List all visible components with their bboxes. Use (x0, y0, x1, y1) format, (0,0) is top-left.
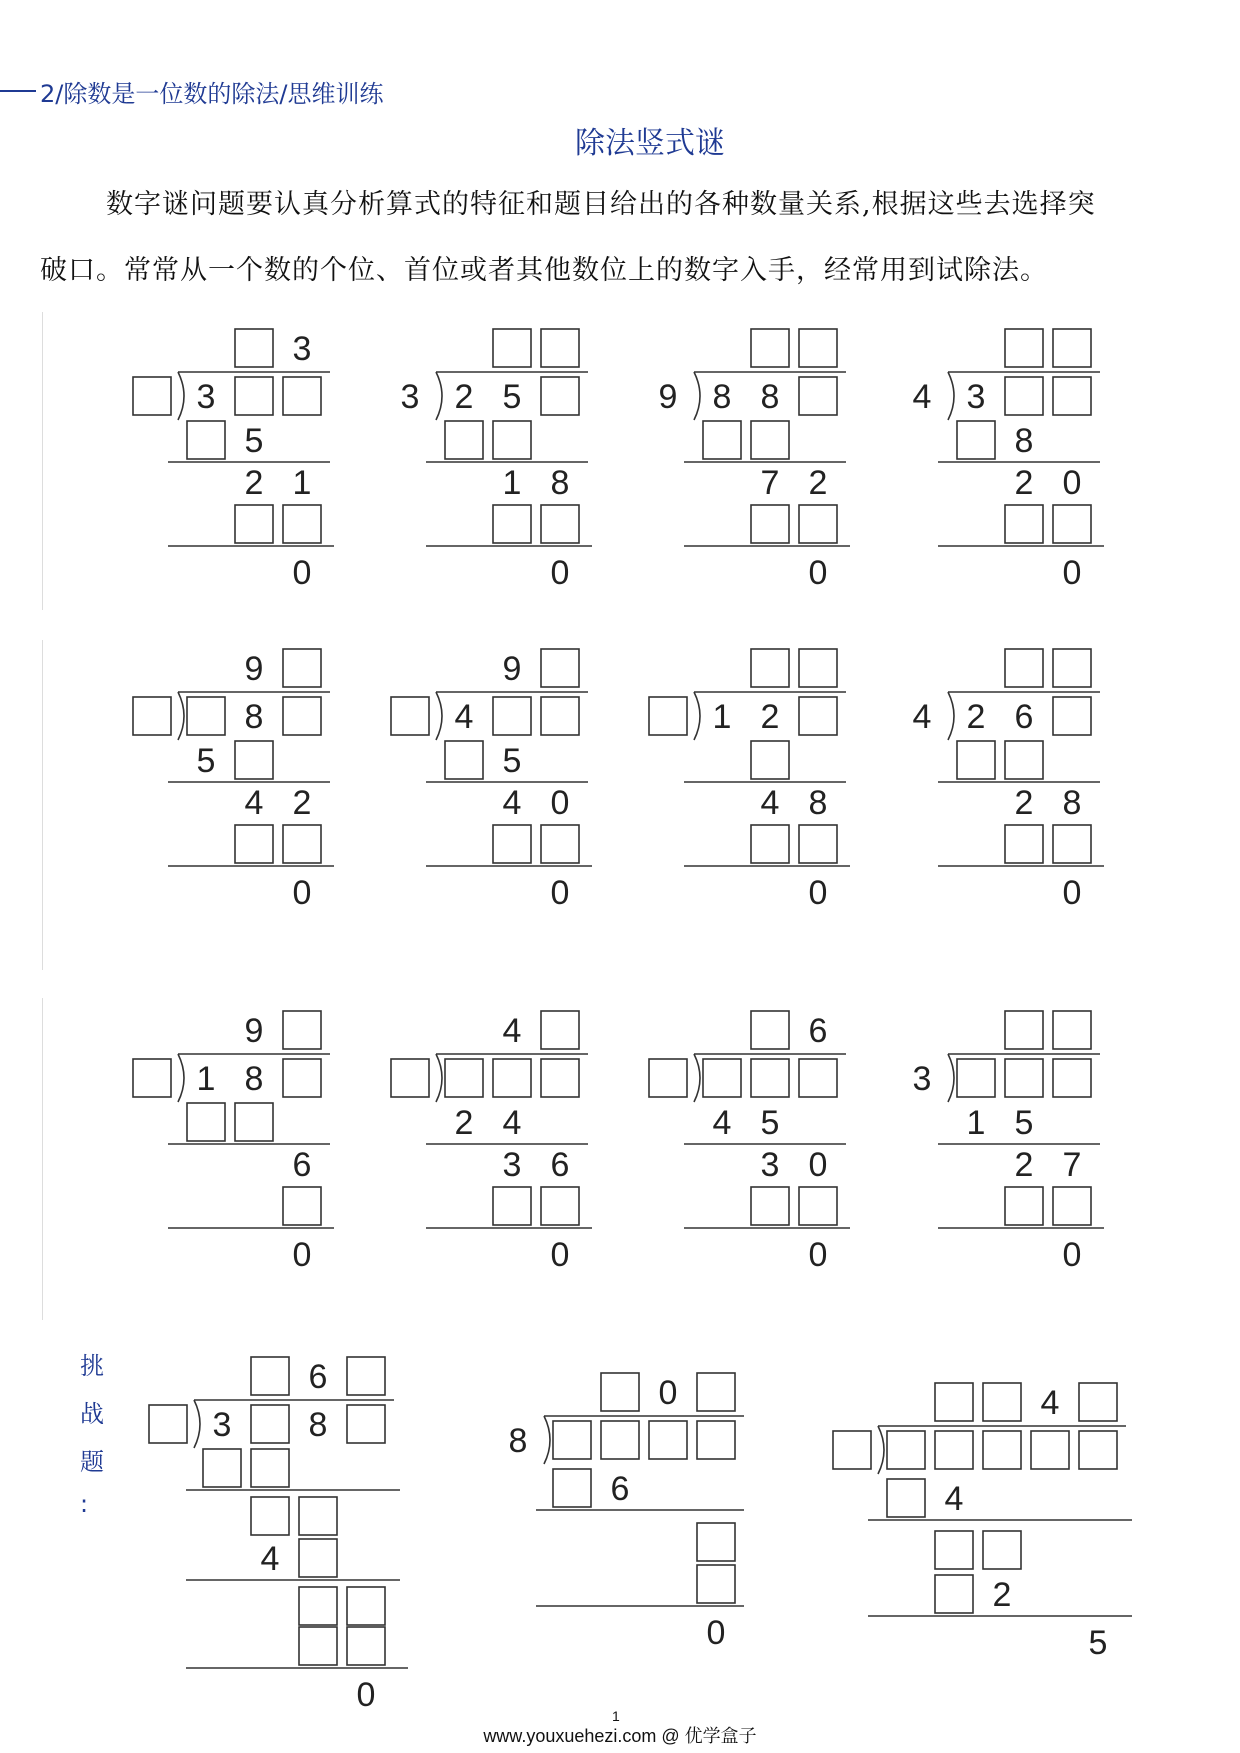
blank-box (697, 1565, 735, 1603)
step-digit: 2 (454, 1104, 474, 1143)
footer-site: www.youxuehezi.com @ 优学盒子 (483, 1726, 757, 1746)
step-digit: 4 (244, 784, 264, 823)
quotient-digit: 0 (658, 1374, 678, 1413)
step-digit: 5 (244, 422, 264, 461)
blank-box (541, 1187, 579, 1225)
blank-box (553, 1469, 591, 1507)
remainder-digit: 0 (356, 1676, 376, 1715)
blank-box (799, 1059, 837, 1097)
step-digit: 2 (992, 1576, 1012, 1615)
blank-box (299, 1627, 337, 1665)
quotient-digit: 4 (502, 1012, 522, 1051)
divisor-digit: 9 (658, 378, 678, 417)
blank-box (283, 377, 321, 415)
blank-box (283, 1187, 321, 1225)
blank-box (983, 1531, 1021, 1569)
blank-box (1053, 1059, 1091, 1097)
division-bracket (436, 692, 442, 740)
remainder-digit: 0 (292, 874, 312, 913)
division-bracket (436, 1054, 442, 1102)
step-digit: 7 (1062, 1146, 1082, 1185)
step-digit: 0 (1062, 464, 1082, 503)
blank-box (983, 1383, 1021, 1421)
step-digit: 3 (502, 1146, 522, 1185)
step-digit: 2 (1014, 464, 1034, 503)
blank-box (347, 1405, 385, 1443)
blank-box (751, 1187, 789, 1225)
blank-box (493, 697, 531, 735)
quotient-digit: 3 (292, 330, 312, 369)
blank-box (1005, 377, 1043, 415)
dividend-digit: 2 (760, 698, 780, 737)
blank-box (1053, 329, 1091, 367)
blank-box (887, 1479, 925, 1517)
quotient-digit: 9 (244, 1012, 264, 1051)
quotient-digit: 4 (1040, 1384, 1060, 1423)
dividend-digit: 8 (308, 1406, 328, 1445)
blank-box (751, 329, 789, 367)
blank-box (751, 1059, 789, 1097)
step-digit: 4 (712, 1104, 732, 1143)
division-bracket (694, 372, 700, 420)
blank-box (751, 825, 789, 863)
challenge-label-char: 战 (80, 1400, 104, 1428)
division-bracket (694, 692, 700, 740)
blank-box (133, 1059, 171, 1097)
dividend-digit: 3 (212, 1406, 232, 1445)
blank-box (133, 377, 171, 415)
division-bracket (178, 1054, 184, 1102)
step-digit: 8 (1062, 784, 1082, 823)
dividend-digit: 1 (712, 698, 732, 737)
blank-box (541, 649, 579, 687)
blank-box (957, 741, 995, 779)
blank-box (1053, 1187, 1091, 1225)
step-digit: 2 (244, 464, 264, 503)
blank-box (347, 1357, 385, 1395)
remainder-digit: 0 (292, 1236, 312, 1275)
remainder-digit: 0 (550, 1236, 570, 1275)
blank-box (697, 1421, 735, 1459)
challenge-label-char: 挑 (80, 1352, 104, 1380)
blank-box (697, 1373, 735, 1411)
dividend-digit: 8 (244, 1060, 264, 1099)
step-digit: 2 (292, 784, 312, 823)
blank-box (799, 825, 837, 863)
blank-box (541, 377, 579, 415)
step-digit: 1 (292, 464, 312, 503)
blank-box (649, 697, 687, 735)
blank-box (1079, 1383, 1117, 1421)
blank-box (601, 1373, 639, 1411)
step-digit: 0 (808, 1146, 828, 1185)
blank-box (493, 329, 531, 367)
blank-box (283, 1059, 321, 1097)
blank-box (1053, 1011, 1091, 1049)
division-bracket (544, 1416, 550, 1464)
challenge-label-char: : (80, 1490, 89, 1518)
blank-box (299, 1539, 337, 1577)
blank-box (187, 421, 225, 459)
blank-box (1005, 505, 1043, 543)
blank-box (235, 505, 273, 543)
blank-box (493, 505, 531, 543)
blank-box (935, 1383, 973, 1421)
blank-box (601, 1421, 639, 1459)
dividend-digit: 8 (244, 698, 264, 737)
blank-box (187, 1103, 225, 1141)
intro-line-1: 数字谜问题要认真分析算式的特征和题目给出的各种数量关系,根据这些去选择突 (106, 189, 1096, 220)
blank-box (1053, 697, 1091, 735)
step-digit: 5 (196, 742, 216, 781)
division-bracket (178, 372, 184, 420)
blank-box (493, 421, 531, 459)
dividend-digit: 1 (196, 1060, 216, 1099)
blank-box (1005, 329, 1043, 367)
blank-box (541, 1059, 579, 1097)
remainder-digit: 0 (808, 874, 828, 913)
blank-box (283, 697, 321, 735)
division-bracket (194, 1400, 200, 1448)
blank-box (799, 697, 837, 735)
blank-box (493, 1059, 531, 1097)
blank-box (1005, 1059, 1043, 1097)
remainder-digit: 0 (808, 1236, 828, 1275)
dividend-digit: 3 (196, 378, 216, 417)
step-digit: 4 (260, 1540, 280, 1579)
dividend-digit: 6 (1014, 698, 1034, 737)
remainder-digit: 0 (1062, 874, 1082, 913)
blank-box (187, 697, 225, 735)
blank-box (1005, 649, 1043, 687)
step-digit: 8 (808, 784, 828, 823)
dividend-digit: 4 (454, 698, 474, 737)
blank-box (541, 505, 579, 543)
blank-box (347, 1627, 385, 1665)
dividend-digit: 8 (760, 378, 780, 417)
step-digit: 4 (502, 784, 522, 823)
step-digit: 5 (760, 1104, 780, 1143)
blank-box (299, 1497, 337, 1535)
step-digit: 2 (1014, 1146, 1034, 1185)
blank-box (541, 697, 579, 735)
remainder-digit: 0 (550, 554, 570, 593)
step-digit: 4 (944, 1480, 964, 1519)
blank-box (751, 649, 789, 687)
blank-box (833, 1431, 871, 1469)
blank-box (283, 825, 321, 863)
blank-box (799, 649, 837, 687)
step-digit: 4 (502, 1104, 522, 1143)
remainder-digit: 0 (1062, 1236, 1082, 1275)
blank-box (445, 741, 483, 779)
blank-box (283, 649, 321, 687)
blank-box (541, 329, 579, 367)
step-digit: 5 (1014, 1104, 1034, 1143)
blank-box (649, 1421, 687, 1459)
remainder-digit: 0 (808, 554, 828, 593)
blank-box (751, 741, 789, 779)
blank-box (1053, 825, 1091, 863)
step-digit: 0 (550, 784, 570, 823)
blank-box (751, 1011, 789, 1049)
divisor-digit: 4 (912, 378, 932, 417)
blank-box (235, 825, 273, 863)
breadcrumb: 2/除数是一位数的除法/思维训练 (40, 80, 384, 108)
blank-box (1053, 377, 1091, 415)
remainder-digit: 0 (292, 554, 312, 593)
division-bracket (948, 692, 954, 740)
blank-box (445, 421, 483, 459)
blank-box (541, 1011, 579, 1049)
remainder-digit: 5 (1088, 1624, 1108, 1663)
blank-box (957, 1059, 995, 1097)
blank-box (493, 825, 531, 863)
blank-box (541, 825, 579, 863)
blank-box (149, 1405, 187, 1443)
blank-box (799, 377, 837, 415)
remainder-digit: 0 (706, 1614, 726, 1653)
blank-box (553, 1421, 591, 1459)
step-digit: 3 (760, 1146, 780, 1185)
blank-box (1053, 505, 1091, 543)
step-digit: 6 (292, 1146, 312, 1185)
quotient-digit: 6 (308, 1358, 328, 1397)
division-bracket (948, 1054, 954, 1102)
step-digit: 1 (502, 464, 522, 503)
blank-box (133, 697, 171, 735)
blank-box (957, 421, 995, 459)
blank-box (235, 1103, 273, 1141)
blank-box (1005, 1011, 1043, 1049)
blank-box (203, 1449, 241, 1487)
blank-box (751, 421, 789, 459)
blank-box (299, 1587, 337, 1625)
blank-box (1031, 1431, 1069, 1469)
blank-box (703, 1059, 741, 1097)
divisor-digit: 4 (912, 698, 932, 737)
dividend-digit: 2 (454, 378, 474, 417)
blank-box (251, 1497, 289, 1535)
blank-box (935, 1431, 973, 1469)
blank-box (251, 1357, 289, 1395)
dividend-digit: 3 (966, 378, 986, 417)
blank-box (445, 1059, 483, 1097)
blank-box (935, 1575, 973, 1613)
step-digit: 7 (760, 464, 780, 503)
division-bracket (178, 692, 184, 740)
step-digit: 5 (502, 742, 522, 781)
blank-box (887, 1431, 925, 1469)
blank-box (697, 1523, 735, 1561)
blank-box (283, 1011, 321, 1049)
blank-box (983, 1431, 1021, 1469)
quotient-digit: 6 (808, 1012, 828, 1051)
challenge-label-char: 题 (80, 1448, 104, 1476)
step-digit: 8 (1014, 422, 1034, 461)
division-bracket (694, 1054, 700, 1102)
divisor-digit: 3 (400, 378, 420, 417)
step-digit: 1 (966, 1104, 986, 1143)
blank-box (283, 505, 321, 543)
quotient-digit: 9 (244, 650, 264, 689)
blank-box (1053, 649, 1091, 687)
dividend-digit: 8 (712, 378, 732, 417)
blank-box (649, 1059, 687, 1097)
division-bracket (948, 372, 954, 420)
remainder-digit: 0 (550, 874, 570, 913)
blank-box (1079, 1431, 1117, 1469)
divisor-digit: 8 (508, 1422, 528, 1461)
blank-box (751, 505, 789, 543)
page-title: 除法竖式谜 (575, 126, 725, 161)
blank-box (799, 329, 837, 367)
blank-box (391, 1059, 429, 1097)
remainder-digit: 0 (1062, 554, 1082, 593)
dividend-digit: 5 (502, 378, 522, 417)
blank-box (799, 1187, 837, 1225)
blank-box (251, 1449, 289, 1487)
blank-box (235, 741, 273, 779)
blank-box (391, 697, 429, 735)
step-digit: 8 (550, 464, 570, 503)
divisor-digit: 3 (912, 1060, 932, 1099)
division-bracket (878, 1426, 884, 1474)
dividend-digit: 2 (966, 698, 986, 737)
step-digit: 2 (808, 464, 828, 503)
step-digit: 4 (760, 784, 780, 823)
step-digit: 2 (1014, 784, 1034, 823)
blank-box (1005, 741, 1043, 779)
intro-line-2: 破口。常常从一个数的个位、首位或者其他数位上的数字入手，经常用到试除法。 (40, 255, 1048, 286)
blank-box (703, 421, 741, 459)
blank-box (251, 1405, 289, 1443)
page-number: 1 (612, 1708, 620, 1724)
blank-box (799, 505, 837, 543)
step-digit: 6 (550, 1146, 570, 1185)
step-digit: 6 (610, 1470, 630, 1509)
blank-box (935, 1531, 973, 1569)
blank-box (235, 377, 273, 415)
division-bracket (436, 372, 442, 420)
blank-box (1005, 1187, 1043, 1225)
quotient-digit: 9 (502, 650, 522, 689)
blank-box (347, 1587, 385, 1625)
blank-box (1005, 825, 1043, 863)
blank-box (235, 329, 273, 367)
blank-box (493, 1187, 531, 1225)
